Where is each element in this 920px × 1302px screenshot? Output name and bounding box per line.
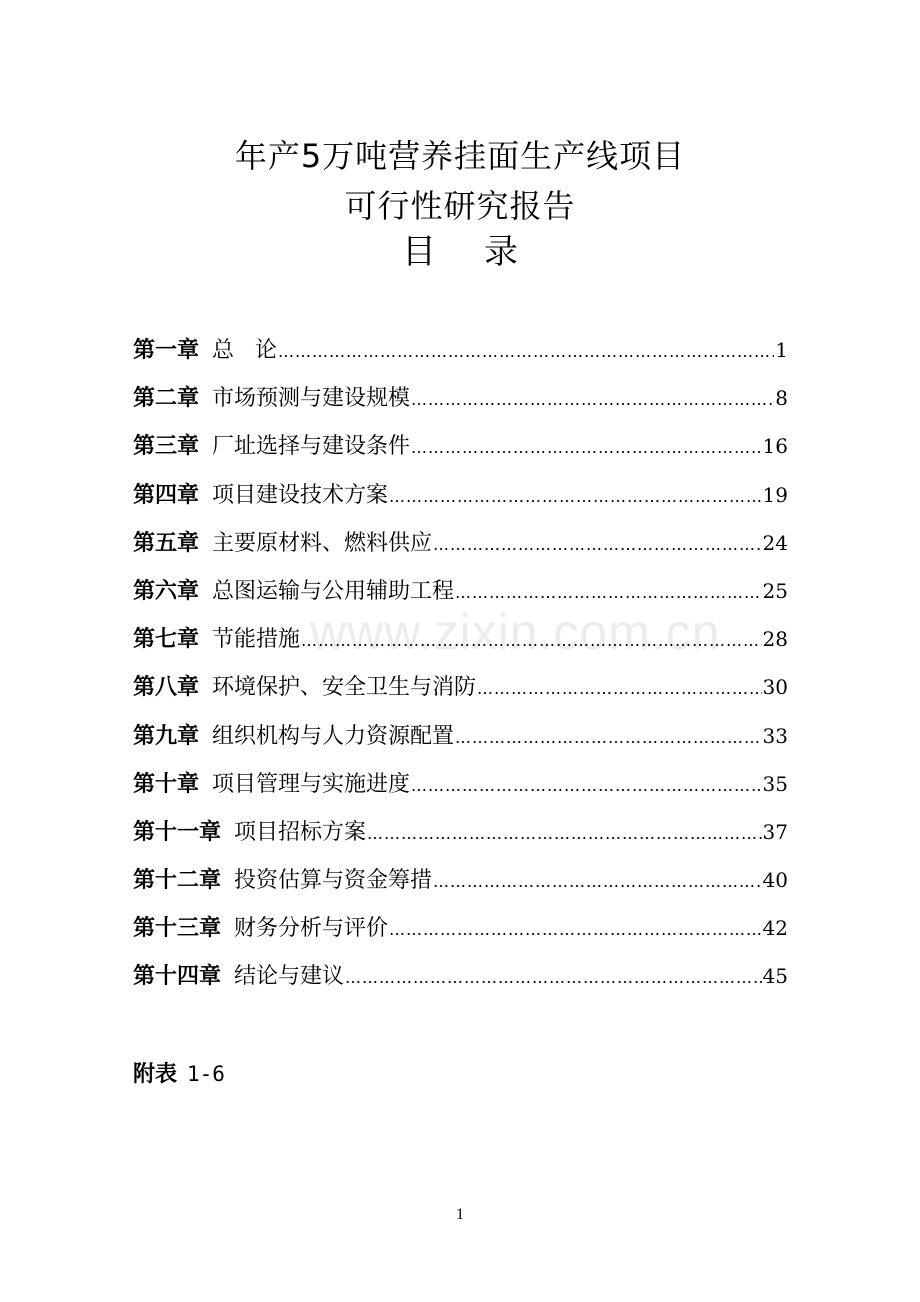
appendix-note (133, 1056, 225, 1093)
toc-chapter-number: 第四章 (133, 481, 200, 508)
toc-entry[interactable] (133, 330, 788, 378)
toc-chapter-title: 投资估算与资金筹措 (234, 868, 433, 894)
toc-dot-leader (278, 332, 774, 372)
document-subtitle: 可行性研究报告 (344, 187, 576, 225)
toc-chapter-title: 组织机构与人力资源配置 (212, 723, 455, 749)
toc-page-number: 8 (775, 386, 788, 411)
document-title: 年产5万吨营养挂面生产线项目 (234, 137, 686, 175)
toc-entry[interactable] (133, 956, 788, 1004)
toc-chapter-number: 第二章 (133, 385, 200, 412)
toc-chapter-title: 项目招标方案 (234, 819, 367, 845)
toc-page-number: 40 (762, 868, 788, 893)
toc-chapter-title: 环境保护、安全卫生与消防 (212, 675, 477, 701)
toc-dot-leader (411, 428, 762, 468)
appendix-label: 附表 (133, 1061, 178, 1087)
toc-entry[interactable] (133, 378, 788, 426)
toc-dot-leader (411, 766, 762, 806)
contents-heading-char-1: 目 (402, 232, 436, 272)
toc-page-number: 42 (762, 916, 788, 941)
toc-dot-leader (389, 477, 762, 517)
toc-chapter-number: 第十三章 (133, 915, 222, 942)
toc-entry[interactable] (133, 571, 788, 619)
toc-chapter-number: 第十二章 (133, 867, 222, 894)
toc-chapter-number: 第九章 (133, 722, 200, 749)
toc-chapter-number: 第五章 (133, 529, 200, 556)
toc-dot-leader (411, 380, 774, 420)
toc-dot-leader (455, 718, 762, 758)
toc-page-number: 19 (762, 482, 788, 507)
toc-chapter-title: 主要原材料、燃料供应 (212, 530, 433, 556)
toc-chapter-number: 第十四章 (133, 963, 222, 990)
toc-entry[interactable] (133, 426, 788, 474)
toc-page-number: 45 (762, 964, 788, 989)
toc-page-number: 35 (762, 771, 788, 796)
toc-chapter-number: 第七章 (133, 626, 200, 653)
toc-chapter-title: 节能措施 (212, 627, 301, 653)
toc-entry[interactable] (133, 812, 788, 860)
contents-heading-char-2: 录 (484, 232, 518, 272)
toc-page-number: 25 (762, 578, 788, 603)
toc-chapter-number: 第一章 (133, 337, 200, 363)
toc-entry[interactable] (133, 764, 788, 812)
toc-page-number: 28 (762, 627, 788, 652)
toc-chapter-title: 财务分析与评价 (234, 916, 389, 942)
contents-heading (0, 232, 920, 272)
page-number: 1 (456, 1206, 464, 1223)
toc-page-number: 33 (762, 723, 788, 748)
toc-dot-leader (389, 910, 762, 950)
toc-entry[interactable] (133, 475, 788, 523)
toc-dot-leader (455, 573, 762, 613)
toc-dot-leader (367, 814, 762, 854)
toc-entry[interactable] (133, 908, 788, 956)
table-of-contents (133, 330, 788, 1005)
toc-page-number: 30 (762, 675, 788, 700)
toc-chapter-title: 厂址选择与建设条件 (212, 434, 411, 460)
toc-dot-leader (345, 958, 762, 998)
toc-chapter-number: 第八章 (133, 674, 200, 701)
toc-entry[interactable] (133, 619, 788, 667)
toc-chapter-number: 第三章 (133, 433, 200, 460)
toc-dot-leader (301, 621, 762, 661)
toc-entry[interactable] (133, 860, 788, 908)
toc-dot-leader (477, 669, 762, 709)
toc-page-number: 24 (762, 530, 788, 555)
toc-page-number: 1 (775, 338, 788, 362)
toc-chapter-title: 项目管理与实施进度 (212, 771, 411, 797)
toc-chapter-title: 总图运输与公用辅助工程 (212, 578, 455, 604)
toc-chapter-title: 总 论 (212, 338, 277, 363)
toc-chapter-number: 第六章 (133, 577, 200, 604)
toc-entry[interactable] (133, 716, 788, 764)
toc-page-number: 37 (762, 819, 788, 844)
watermark: www.zixin.com.cn (310, 604, 721, 660)
appendix-range: 1-6 (187, 1062, 225, 1086)
toc-entry[interactable] (133, 667, 788, 715)
toc-page-number: 16 (762, 434, 788, 459)
toc-dot-leader (433, 525, 762, 565)
toc-entry[interactable] (133, 523, 788, 571)
toc-chapter-number: 第十章 (133, 770, 200, 797)
toc-chapter-title: 结论与建议 (234, 964, 345, 990)
toc-chapter-title: 市场预测与建设规模 (212, 386, 411, 412)
toc-chapter-title: 项目建设技术方案 (212, 482, 389, 508)
toc-dot-leader (433, 862, 762, 902)
toc-chapter-number: 第十一章 (133, 818, 222, 845)
